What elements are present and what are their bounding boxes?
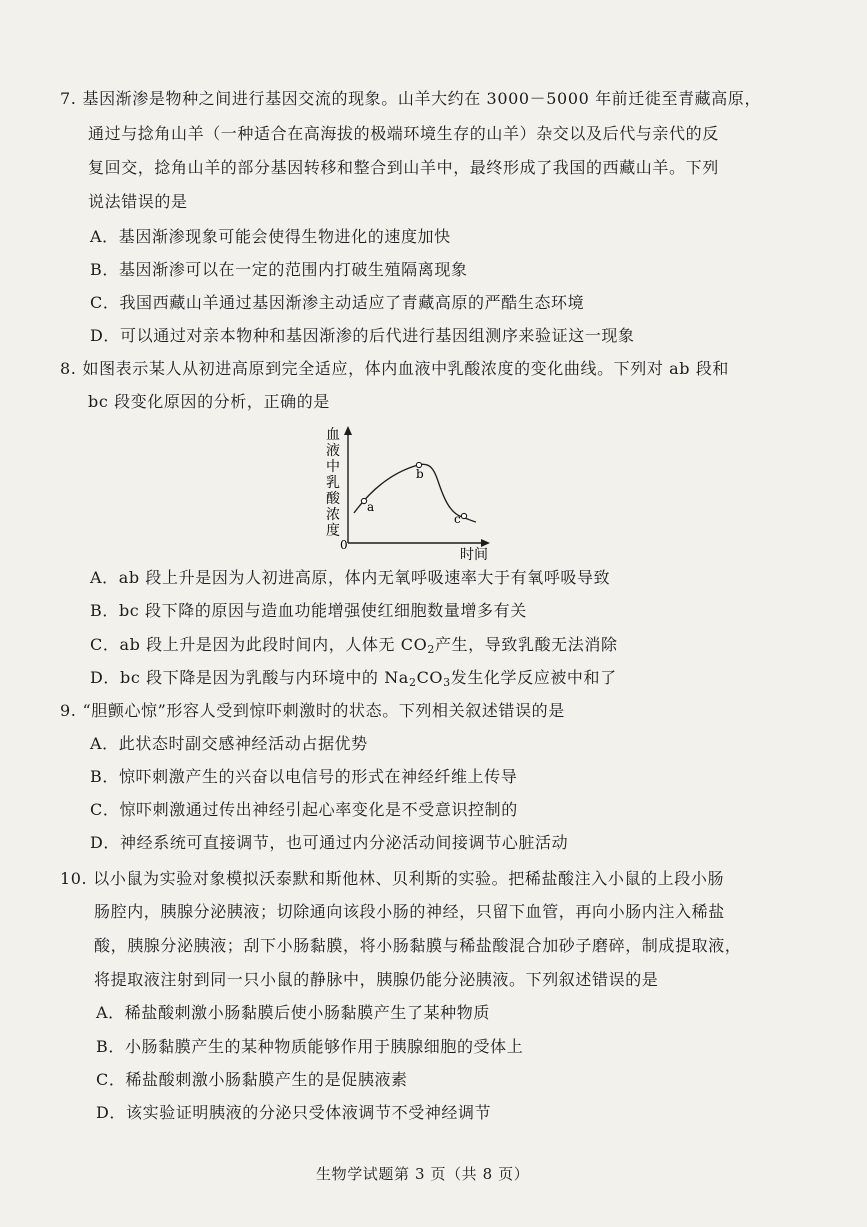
y-axis-label-char: 浓 [326, 507, 340, 523]
y-axis-label-char: 液 [326, 443, 340, 459]
question-number: 8. [60, 359, 77, 378]
question-10-stem-line-3: 酸，胰腺分泌胰液；刮下小肠黏膜，将小肠黏膜与稀盐酸混合加砂子磨碎，制成提取液， [94, 936, 742, 955]
question-8-option-b[interactable]: B．bc 段下降的原因与造血功能增强使红细胞数量增多有关 [90, 601, 527, 620]
y-axis-label-char: 乳 [326, 475, 340, 491]
point-a-marker [361, 498, 366, 503]
question-number: 9. [60, 701, 77, 720]
page-footer: 生物学试题第 3 页（共 8 页） [316, 1165, 530, 1183]
question-7-stem-line-3: 复回交，捻角山羊的部分基因转移和整合到山羊中，最终形成了我国的西藏山羊。下列 [88, 158, 719, 177]
question-9-stem: 9. “胆颤心惊”形容人受到惊吓刺激时的状态。下列相关叙述错误的是 [60, 701, 565, 720]
question-9-option-d[interactable]: D．神经系统可直接调节，也可通过内分泌活动间接调节心脏活动 [90, 833, 569, 852]
question-9-option-b[interactable]: B．惊吓刺激产生的兴奋以电信号的形式在神经纤维上传导 [90, 767, 518, 786]
question-7-stem-line-4: 说法错误的是 [88, 192, 188, 211]
question-7-stem-line-2: 通过与捻角山羊（一种适合在高海拔的极端环境生存的山羊）杂交以及后代与亲代的反 [88, 124, 719, 143]
origin-label: 0 [340, 538, 348, 552]
question-8-stem-line-1: 8. 如图表示某人从初进高原到完全适应，体内血液中乳酸浓度的变化曲线。下列对 ab 段和 [60, 359, 730, 378]
point-a-label: a [367, 500, 375, 514]
question-7-option-b[interactable]: B．基因渐渗可以在一定的范围内打破生殖隔离现象 [90, 260, 468, 279]
y-axis-label-char: 度 [326, 523, 340, 539]
question-8-option-c[interactable]: C．ab 段上升是因为此段时间内，人体无 $CO_2$产生，导致乳酸无法消除 [90, 635, 618, 656]
question-10-option-d[interactable]: D．该实验证明胰液的分泌只受体液调节不受神经调节 [96, 1103, 492, 1122]
point-c-marker [461, 513, 466, 518]
y-axis-arrow [344, 426, 352, 435]
question-10-option-b[interactable]: B．小肠黏膜产生的某种物质能够作用于胰腺细胞的受体上 [96, 1037, 524, 1056]
question-7-option-d[interactable]: D．可以通过对亲本物种和基因渐渗的后代进行基因组测序来验证这一现象 [90, 326, 635, 345]
y-axis-label-char: 血 [326, 427, 340, 443]
point-b-label: b [416, 467, 424, 481]
point-c-label: c [454, 512, 461, 526]
question-10-stem-line-2: 肠腔内，胰腺分泌胰液；切除通向该段小肠的神经，只留下血管，再向小肠内注入稀盐 [94, 902, 725, 921]
question-9-option-a[interactable]: A．此状态时副交感神经活动占据优势 [90, 734, 368, 753]
question-10-stem-line-1: 10. 以小鼠为实验对象模拟沃泰默和斯他林、贝利斯的实验。把稀盐酸注入小鼠的上段小肠 [60, 869, 725, 888]
question-7-stem-line-1: 7. 基因渐渗是物种之间进行基因交流的现象。山羊大约在 3000－5000 年前迁徙至青藏高原， [60, 89, 762, 108]
question-10-option-c[interactable]: C．稀盐酸刺激小肠黏膜产生的是促胰液素 [96, 1070, 408, 1089]
question-10-option-a[interactable]: A．稀盐酸刺激小肠黏膜后使小肠黏膜产生了某种物质 [96, 1003, 490, 1022]
question-8-option-d[interactable]: D．bc 段下降是因为乳酸与内环境中的 $Na_2CO_3$发生化学反应被中和了 [90, 668, 617, 689]
question-7-option-a[interactable]: A．基因渐渗现象可能会使得生物进化的速度加快 [90, 227, 451, 246]
y-axis-label [326, 427, 341, 539]
question-8-option-a[interactable]: A．ab 段上升是因为人初进高原，体内无氧呼吸速率大于有氧呼吸导致 [90, 568, 611, 587]
lactate-concentration-chart [318, 425, 498, 563]
question-10-stem-line-4: 将提取液注射到同一只小鼠的静脉中，胰腺仍能分泌胰液。下列叙述错误的是 [94, 970, 659, 989]
y-axis-label-char: 中 [326, 459, 340, 475]
question-number: 7. [60, 89, 77, 108]
question-8-stem-line-2: bc 段变化原因的分析，正确的是 [88, 392, 330, 411]
question-7-option-c[interactable]: C．我国西藏山羊通过基因渐渗主动适应了青藏高原的严酷生态环境 [90, 293, 585, 312]
x-axis-arrow [481, 539, 490, 547]
question-9-option-c[interactable]: C．惊吓刺激通过传出神经引起心率变化是不受意识控制的 [90, 800, 518, 819]
x-axis-label: 时间 [460, 547, 488, 563]
question-number: 10. [60, 869, 88, 888]
y-axis-label-char: 酸 [326, 491, 340, 507]
